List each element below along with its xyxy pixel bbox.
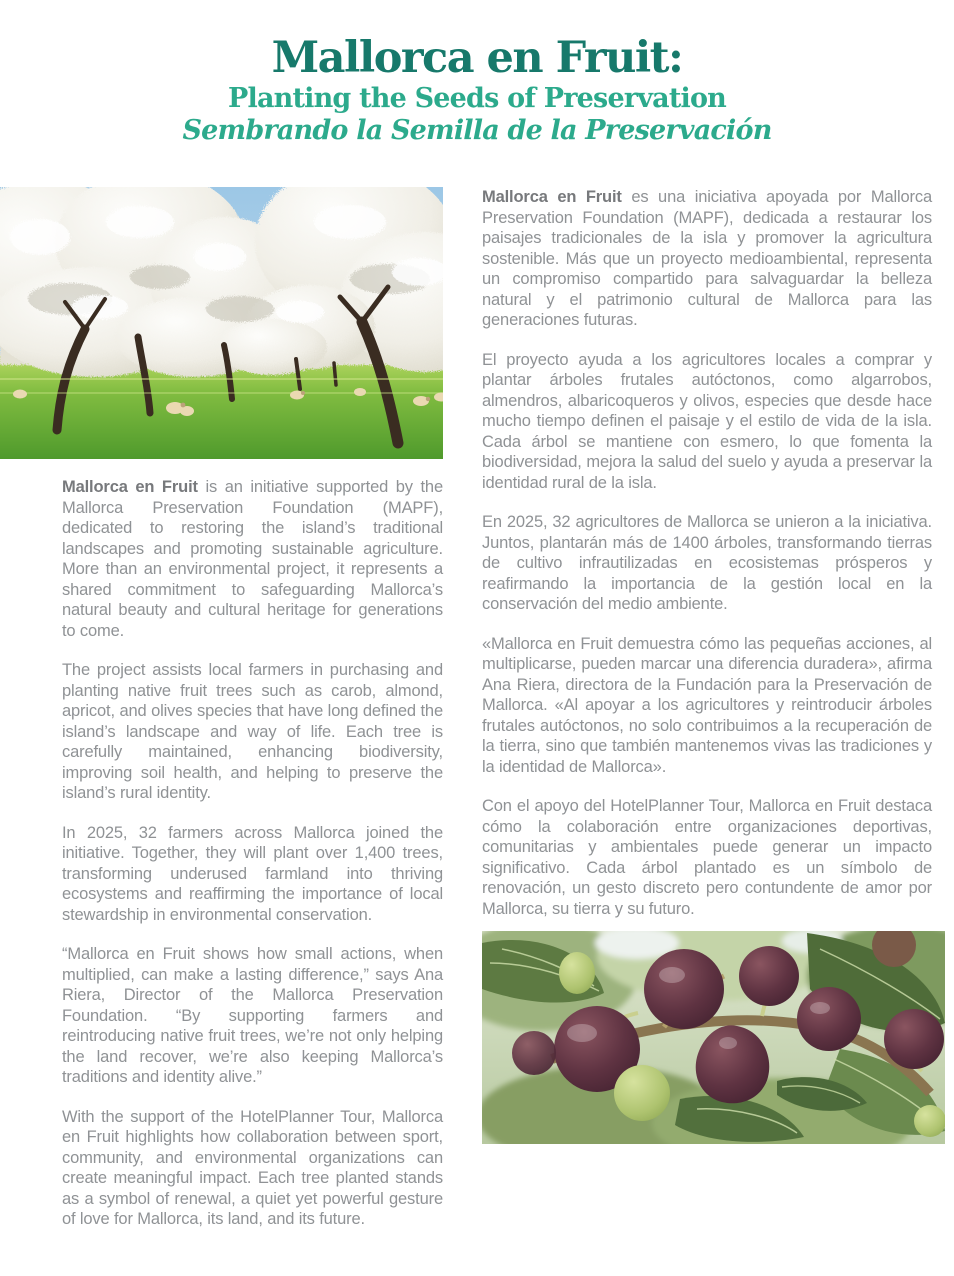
article-subtitle-spanish: Sembrando la Semilla de la Preservación	[182, 114, 772, 146]
fig-branch-photo	[482, 931, 945, 1144]
spanish-column	[482, 187, 945, 1144]
article-title: Mallorca en Fruit:	[271, 33, 683, 83]
fig-branch-illustration	[482, 931, 945, 1144]
paragraph: The project assists local farmers in purchasing and planting native fruit trees such as carob, almond, apricot, and olives species that have long defined the island’s landscape and way of life. Each tree is carefully maintained, enhancing biodiversity, improving soil health, and helping to preserve the island’s rural identity.	[62, 661, 443, 802]
article-header	[0, 34, 954, 147]
paragraph: “Mallorca en Fruit shows how small actions, when multiplied, can make a lasting difference,” says Ana Riera, Director of the Mallorca Preservation Foundation. “By supporting farmers and reintroducing native fruit trees, we’re not only helping the land recover, we’re also keeping Mallorca’s traditions and identity alive.”	[62, 945, 443, 1086]
almond-orchard-photo	[0, 187, 443, 459]
article-subtitle-english: Planting the Seeds of Preservation	[227, 83, 727, 115]
lead-in-bold: Mallorca en Fruit	[62, 478, 198, 496]
paragraph: Mallorca en Fruit es una iniciativa apoyada por Mallorca Preservation Foundation (MAPF), dedicada a restaurar los paisajes tradicionales de la isla y promover la agricultura sostenible. Más que un proyecto medioambiental, representa un compromiso compartido para salvaguardar la belleza natural y el patrimonio cultural de Mallorca para las generaciones futuras.	[482, 188, 932, 329]
spanish-article-text	[482, 187, 945, 919]
lead-in-bold: Mallorca en Fruit	[482, 188, 622, 206]
english-article-text	[62, 477, 443, 1230]
paragraph: With the support of the HotelPlanner Tour, Mallorca en Fruit highlights how collaboration between sport, community, and environmental organizations can create meaningful impact. Each tree planted stands as a symbol of renewal, a quiet yet powerful gesture of love for Mallorca, its land, and its future.	[62, 1107, 443, 1228]
two-column-layout	[0, 187, 954, 1230]
paragraph: Con el apoyo del HotelPlanner Tour, Mallorca en Fruit destaca cómo la colaboración entre organizaciones deportivas, comunitarias y ambientales puede generar un impacto significativo. Cada árbol plantado es un símbolo de renovación, un gesto discreto pero contundente de amor por Mallorca, su tierra y su futuro.	[482, 797, 932, 918]
paragraph: El proyecto ayuda a los agricultores locales a comprar y plantar árboles frutales autóctonos, como algarrobos, almendros, albaricoqueros y olivos, especies que desde hace mucho tiempo definen el paisaje y el estilo de vida de la isla. Cada árbol se mantiene con esmero, lo que fomenta la biodiversidad, mejora la salud del suelo y ayuda a preservar la identidad rural de la isla.	[482, 350, 932, 492]
paragraph: En 2025, 32 agricultores de Mallorca se unieron a la iniciativa. Juntos, plantarán más de 1400 árboles, transformando tierras de cultivo infrautilizadas en ecosistemas prósperos y reafirmando la importancia de la gestión local en la conservación del medio ambiente.	[482, 513, 932, 613]
paragraph: In 2025, 32 farmers across Mallorca joined the initiative. Together, they will plant over 1,400 trees, transforming underused farmland into thriving ecosystems and reaffirming the importance of local stewardship in environmental conservation.	[62, 823, 443, 924]
paragraph: «Mallorca en Fruit demuestra cómo las pequeñas acciones, al multiplicarse, pueden marcar una diferencia duradera», afirma Ana Riera, directora de la Fundación para la Preservación de Mallorca. «Al apoyar a los agricultores y reintroducir árboles frutales autóctonos, no solo contribuimos a la recuperación de la tierra, sino que también mantenemos vivas las tradiciones y la identidad de Mallorca».	[482, 634, 932, 776]
almond-orchard-illustration	[0, 187, 443, 459]
paragraph: Mallorca en Fruit is an initiative supported by the Mallorca Preservation Foundation (MAPF), dedicated to restoring the island’s traditional landscapes and promoting sustainable agriculture. More than an environmental project, it represents a shared commitment to safeguarding Mallorca’s natural beauty and cultural heritage for generations to come.	[62, 478, 443, 640]
english-column	[0, 187, 443, 1230]
